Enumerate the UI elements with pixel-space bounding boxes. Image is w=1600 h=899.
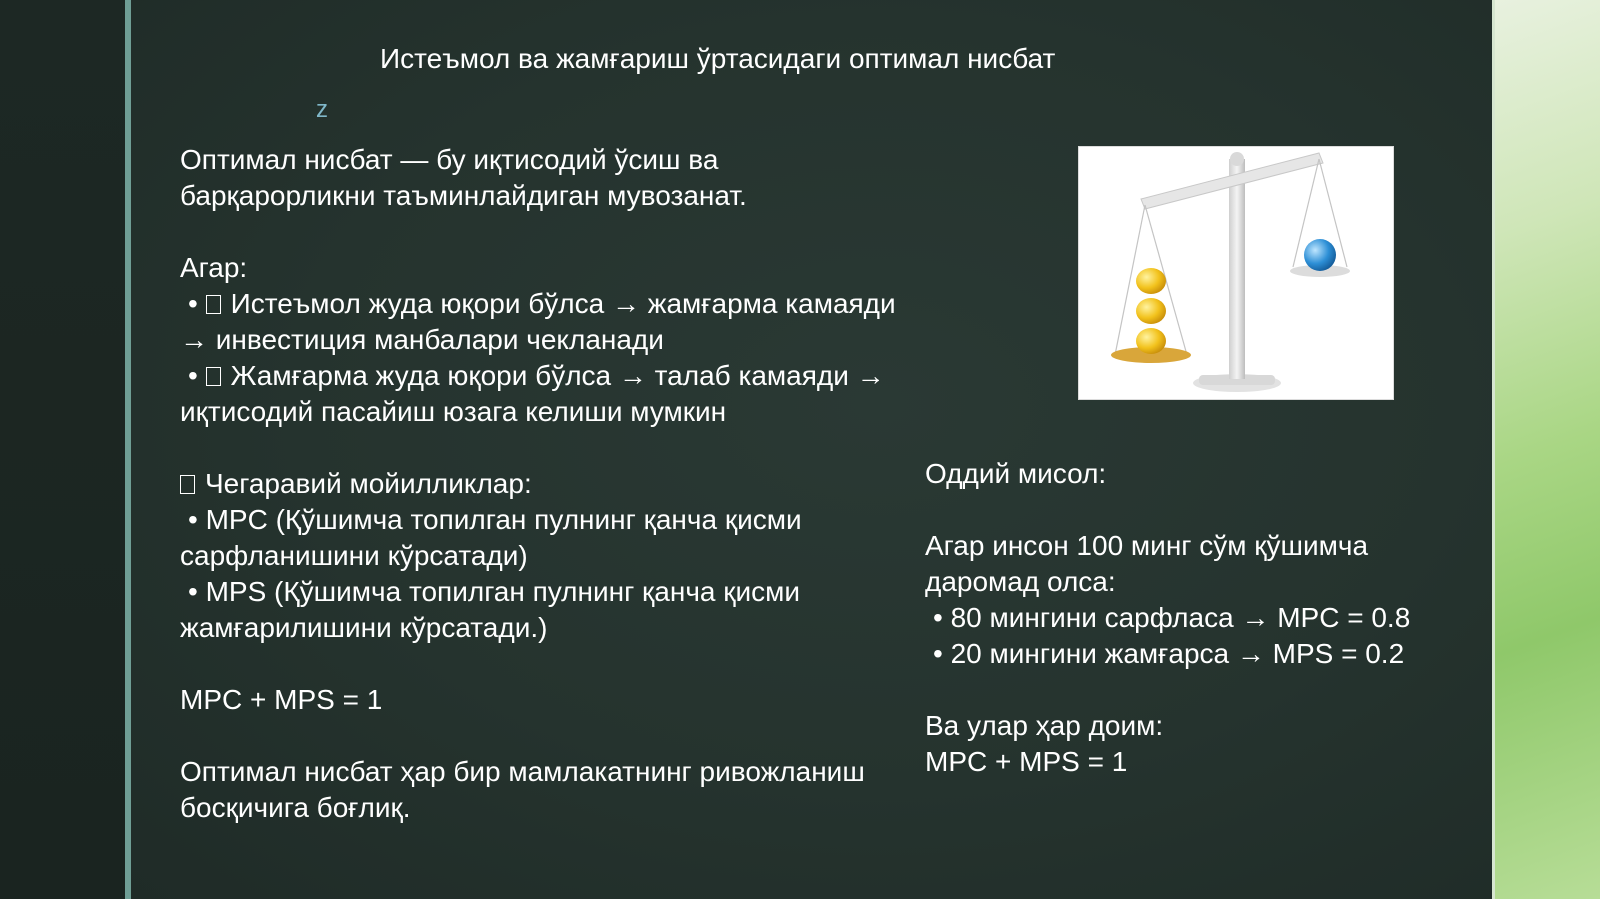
mps-line-1 xyxy=(180,574,920,610)
save-text: 20 мингини жамғарса → MPS = 0.2 xyxy=(950,638,1405,669)
case1-text: Истеъмол жуда юқори бўлса → жамғарма камаяди xyxy=(230,288,896,319)
always-label: Ва улар ҳар доим: xyxy=(925,710,1164,741)
missing-glyph-icon xyxy=(180,475,195,494)
bullet-dot: • xyxy=(188,288,206,319)
left-dark-strip xyxy=(0,0,125,899)
example-intro-line-2: даромад олса: xyxy=(925,566,1116,597)
conclusion-line-2: босқичига боғлиқ. xyxy=(180,792,411,823)
right-text-column xyxy=(925,456,1485,780)
missing-glyph-icon xyxy=(206,367,221,386)
case1-line-1 xyxy=(180,286,920,322)
mpc-line-1 xyxy=(180,502,920,538)
example-label: Оддий мисол: xyxy=(925,458,1107,489)
bullet-dot: • xyxy=(933,602,951,633)
mpc-line-2: сарфланишини кўрсатади) xyxy=(180,540,528,571)
mps-line-2: жамғарилишини кўрсатади.) xyxy=(180,612,548,643)
example-intro-line-1: Агар инсон 100 минг сўм қўшимча xyxy=(925,530,1369,561)
intro-line-2: барқарорликни таъминлайдиган мувозанат. xyxy=(180,180,747,211)
conclusion-line-1: Оптимал нисбат ҳар бир мамлакатнинг ривожланиш xyxy=(180,756,865,787)
case2-text: Жамғарма жуда юқори бўлса → талаб камаяди → xyxy=(230,360,885,391)
formula-right: MPC + MPS = 1 xyxy=(925,746,1128,777)
slide-title: Истеъмол ва жамғариш ўртасидаги оптимал нисбат xyxy=(380,43,1056,74)
marginal-label xyxy=(180,466,920,502)
case2-line-1 xyxy=(180,358,920,394)
left-text-column xyxy=(180,142,920,826)
corner-mark: z xyxy=(316,96,328,123)
if-label: Агар: xyxy=(180,252,248,283)
mps-text: MPS (Қўшимча топилган пулнинг қанча қисми xyxy=(205,576,801,607)
mpc-text: MPC (Қўшимча топилган пулнинг қанча қисми xyxy=(205,504,802,535)
spend-line xyxy=(925,600,1485,636)
marginal-text: Чегаравий мойилликлар: xyxy=(205,468,532,499)
missing-glyph-icon xyxy=(206,295,221,314)
right-decorative-gradient xyxy=(1492,0,1600,899)
case2-line-2: иқтисодий пасайиш юзага келиши мумкин xyxy=(180,396,727,427)
bullet-dot: • xyxy=(188,360,206,391)
bullet-dot: • xyxy=(188,576,206,607)
intro-line-1: Оптимал нисбат — бу иқтисодий ўсиш ва xyxy=(180,144,719,175)
save-line xyxy=(925,636,1485,672)
balance-scale-illustration xyxy=(1078,146,1394,400)
formula-left: MPC + MPS = 1 xyxy=(180,684,383,715)
right-edge-line xyxy=(1492,0,1495,899)
balance-scale-icon xyxy=(1079,147,1393,399)
spend-text: 80 мингини сарфласа → MPC = 0.8 xyxy=(950,602,1411,633)
bullet-dot: • xyxy=(188,504,206,535)
case1-line-2: → инвестиция манбалари чекланади xyxy=(180,324,664,355)
bullet-dot: • xyxy=(933,638,951,669)
